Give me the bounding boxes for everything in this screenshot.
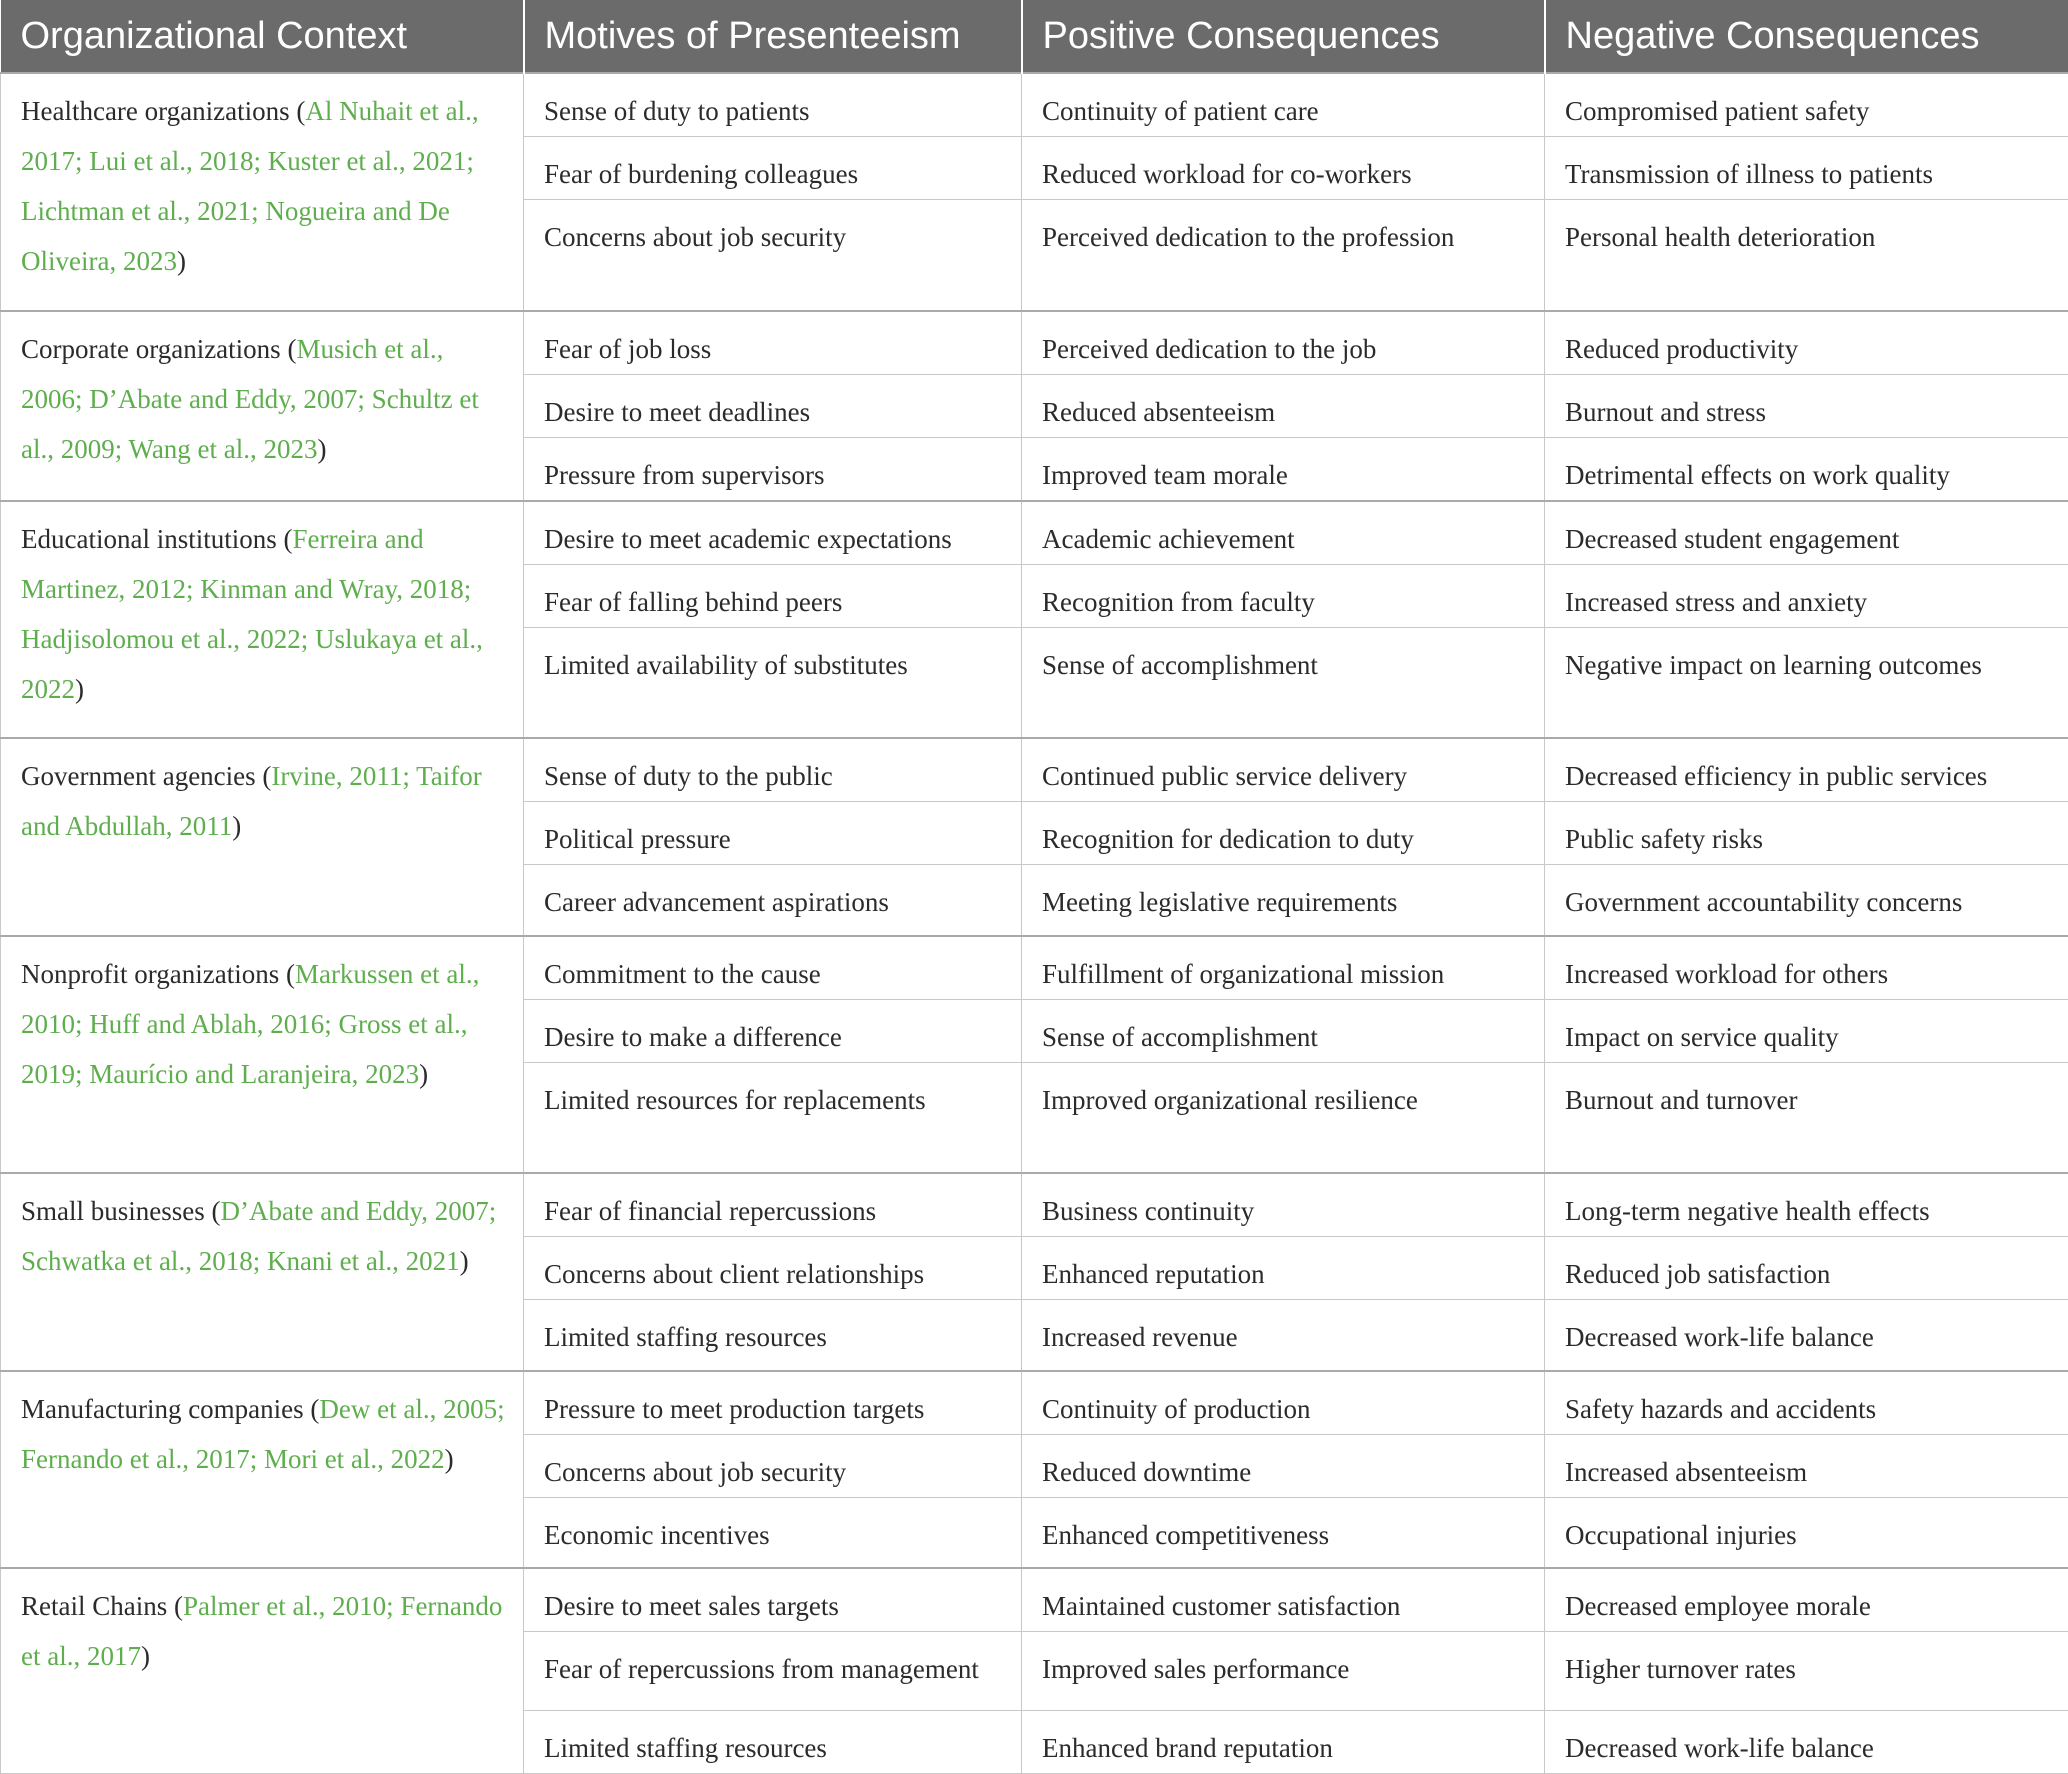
positive-consequence-cell: Business continuity <box>1022 1173 1545 1237</box>
header-positive-consequences: Positive Consequences <box>1022 0 1545 73</box>
positive-consequence-cell: Reduced workload for co-workers <box>1022 137 1545 200</box>
citation-close-paren: ) <box>445 1444 454 1474</box>
positive-consequence-cell: Sense of accomplishment <box>1022 627 1545 738</box>
organizational-context-cell <box>1 1568 524 1774</box>
negative-consequence-cell: Increased stress and anxiety <box>1545 564 2068 627</box>
citation-link[interactable]: Musich et al., 2006; D’Abate and Eddy, 2007; Schultz et al., 2009; Wang et al., 2023 <box>21 334 479 464</box>
negative-consequence-cell: Burnout and stress <box>1545 374 2068 437</box>
context-name: Government agencies <box>21 761 256 791</box>
citation-link[interactable]: Dew et al., 2005; Fernando et al., 2017; Mori et al., 2022 <box>21 1394 505 1474</box>
citation-link[interactable]: Irvine, 2011; Taifor and Abdullah, 2011 <box>21 761 482 841</box>
positive-consequence-cell: Improved sales performance <box>1022 1632 1545 1711</box>
negative-consequence-cell: Reduced job satisfaction <box>1545 1237 2068 1300</box>
table-row <box>1 311 2068 375</box>
context-name: Manufacturing companies <box>21 1394 304 1424</box>
motive-cell: Fear of job loss <box>524 311 1022 375</box>
negative-consequence-cell: Personal health deterioration <box>1545 200 2068 311</box>
motive-cell: Concerns about client relationships <box>524 1237 1022 1300</box>
negative-consequence-cell: Occupational injuries <box>1545 1497 2068 1568</box>
motive-cell: Limited staffing resources <box>524 1711 1022 1774</box>
motive-cell: Career advancement aspirations <box>524 865 1022 936</box>
citation-open-paren: ( <box>304 1394 320 1424</box>
motive-cell: Desire to make a difference <box>524 999 1022 1062</box>
motive-cell: Desire to meet deadlines <box>524 374 1022 437</box>
motive-cell: Fear of financial repercussions <box>524 1173 1022 1237</box>
citation-close-paren: ) <box>75 674 84 704</box>
citation-open-paren: ( <box>167 1591 183 1621</box>
positive-consequence-cell: Continuity of production <box>1022 1371 1545 1435</box>
motive-cell: Desire to meet sales targets <box>524 1568 1022 1632</box>
motive-cell: Concerns about job security <box>524 200 1022 311</box>
negative-consequence-cell: Government accountability concerns <box>1545 865 2068 936</box>
positive-consequence-cell: Enhanced competitiveness <box>1022 1497 1545 1568</box>
positive-consequence-cell: Perceived dedication to the profession <box>1022 200 1545 311</box>
citation-open-paren: ( <box>279 959 295 989</box>
positive-consequence-cell: Fulfillment of organizational mission <box>1022 936 1545 1000</box>
organizational-context-cell <box>1 1371 524 1569</box>
positive-consequence-cell: Enhanced brand reputation <box>1022 1711 1545 1774</box>
positive-consequence-cell: Increased revenue <box>1022 1300 1545 1371</box>
citation-close-paren: ) <box>318 434 327 464</box>
citation-link[interactable]: Ferreira and Martinez, 2012; Kinman and Wray, 2018; Hadjisolomou et al., 2022; Uslukaya et al., 2022 <box>21 524 483 704</box>
positive-consequence-cell: Maintained customer satisfaction <box>1022 1568 1545 1632</box>
citation-close-paren: ) <box>141 1641 150 1671</box>
negative-consequence-cell: Burnout and turnover <box>1545 1062 2068 1173</box>
citation-link[interactable]: Markussen et al., 2010; Huff and Ablah, 2016; Gross et al., 2019; Maurício and Laranjeira, 2023 <box>21 959 479 1089</box>
table-row <box>1 1568 2068 1632</box>
header-negative-consequences: Negative Consequences <box>1545 0 2068 73</box>
motive-cell: Concerns about job security <box>524 1434 1022 1497</box>
table-row <box>1 1371 2068 1435</box>
negative-consequence-cell: Compromised patient safety <box>1545 73 2068 137</box>
positive-consequence-cell: Meeting legislative requirements <box>1022 865 1545 936</box>
table-row <box>1 501 2068 565</box>
motive-cell: Limited staffing resources <box>524 1300 1022 1371</box>
context-name: Small businesses <box>21 1196 205 1226</box>
citation-open-paren: ( <box>277 524 293 554</box>
positive-consequence-cell: Continuity of patient care <box>1022 73 1545 137</box>
organizational-context-cell <box>1 501 524 739</box>
negative-consequence-cell: Detrimental effects on work quality <box>1545 437 2068 501</box>
negative-consequence-cell: Public safety risks <box>1545 802 2068 865</box>
organizational-context-cell <box>1 1173 524 1371</box>
positive-consequence-cell: Reduced downtime <box>1022 1434 1545 1497</box>
citation-close-paren: ) <box>232 811 241 841</box>
table-row <box>1 73 2068 137</box>
motive-cell: Limited resources for replacements <box>524 1062 1022 1173</box>
table-row <box>1 738 2068 802</box>
positive-consequence-cell: Improved organizational resilience <box>1022 1062 1545 1173</box>
motive-cell: Pressure to meet production targets <box>524 1371 1022 1435</box>
motive-cell: Sense of duty to the public <box>524 738 1022 802</box>
positive-consequence-cell: Enhanced reputation <box>1022 1237 1545 1300</box>
header-row <box>1 0 2068 73</box>
citation-open-paren: ( <box>205 1196 221 1226</box>
organizational-context-cell <box>1 73 524 311</box>
motive-cell: Limited availability of substitutes <box>524 627 1022 738</box>
negative-consequence-cell: Decreased student engagement <box>1545 501 2068 565</box>
positive-consequence-cell: Recognition for dedication to duty <box>1022 802 1545 865</box>
positive-consequence-cell: Sense of accomplishment <box>1022 999 1545 1062</box>
citation-open-paren: ( <box>281 334 297 364</box>
negative-consequence-cell: Negative impact on learning outcomes <box>1545 627 2068 738</box>
negative-consequence-cell: Decreased employee morale <box>1545 1568 2068 1632</box>
motive-cell: Fear of burdening colleagues <box>524 137 1022 200</box>
citation-close-paren: ) <box>419 1059 428 1089</box>
table-row <box>1 1173 2068 1237</box>
context-name: Nonprofit organizations <box>21 959 279 989</box>
header-motives: Motives of Presenteeism <box>524 0 1022 73</box>
positive-consequence-cell: Improved team morale <box>1022 437 1545 501</box>
context-name: Retail Chains <box>21 1591 167 1621</box>
negative-consequence-cell: Decreased work-life balance <box>1545 1300 2068 1371</box>
motive-cell: Fear of falling behind peers <box>524 564 1022 627</box>
citation-link[interactable]: D’Abate and Eddy, 2007; Schwatka et al., 2018; Knani et al., 2021 <box>21 1196 496 1276</box>
negative-consequence-cell: Long-term negative health effects <box>1545 1173 2068 1237</box>
positive-consequence-cell: Academic achievement <box>1022 501 1545 565</box>
negative-consequence-cell: Increased absenteeism <box>1545 1434 2068 1497</box>
context-name: Healthcare organizations <box>21 96 290 126</box>
organizational-context-cell <box>1 738 524 936</box>
motive-cell: Pressure from supervisors <box>524 437 1022 501</box>
table-body <box>1 73 2068 1774</box>
organizational-context-cell <box>1 311 524 501</box>
negative-consequence-cell: Decreased efficiency in public services <box>1545 738 2068 802</box>
positive-consequence-cell: Recognition from faculty <box>1022 564 1545 627</box>
negative-consequence-cell: Higher turnover rates <box>1545 1632 2068 1711</box>
motive-cell: Political pressure <box>524 802 1022 865</box>
citation-open-paren: ( <box>256 761 272 791</box>
negative-consequence-cell: Reduced productivity <box>1545 311 2068 375</box>
citation-open-paren: ( <box>290 96 306 126</box>
negative-consequence-cell: Decreased work-life balance <box>1545 1711 2068 1774</box>
positive-consequence-cell: Perceived dedication to the job <box>1022 311 1545 375</box>
context-name: Educational institutions <box>21 524 277 554</box>
motive-cell: Desire to meet academic expectations <box>524 501 1022 565</box>
positive-consequence-cell: Continued public service delivery <box>1022 738 1545 802</box>
motive-cell: Sense of duty to patients <box>524 73 1022 137</box>
motive-cell: Economic incentives <box>524 1497 1022 1568</box>
context-name: Corporate organizations <box>21 334 281 364</box>
positive-consequence-cell: Reduced absenteeism <box>1022 374 1545 437</box>
header-organizational-context: Organizational Context <box>1 0 524 73</box>
negative-consequence-cell: Impact on service quality <box>1545 999 2068 1062</box>
citation-link[interactable]: Palmer et al., 2010; Fernando et al., 2017 <box>21 1591 502 1671</box>
citation-close-paren: ) <box>177 246 186 276</box>
motive-cell: Commitment to the cause <box>524 936 1022 1000</box>
citation-link[interactable]: Al Nuhait et al., 2017; Lui et al., 2018; Kuster et al., 2021; Lichtman et al., 2021; Nogueira and De Oliveira, 2023 <box>21 96 479 276</box>
negative-consequence-cell: Transmission of illness to patients <box>1545 137 2068 200</box>
negative-consequence-cell: Increased workload for others <box>1545 936 2068 1000</box>
organizational-context-cell <box>1 936 524 1174</box>
citation-close-paren: ) <box>460 1246 469 1276</box>
table-row <box>1 936 2068 1000</box>
negative-consequence-cell: Safety hazards and accidents <box>1545 1371 2068 1435</box>
motive-cell: Fear of repercussions from management <box>524 1632 1022 1711</box>
